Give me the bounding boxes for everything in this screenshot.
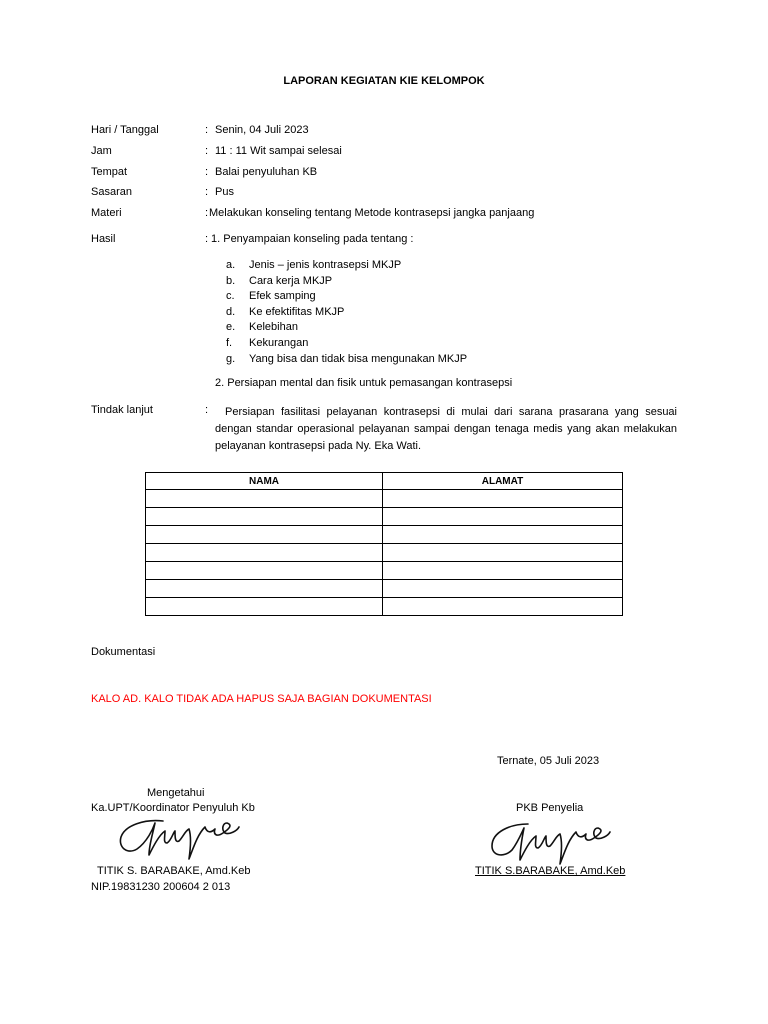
- field-colon: :: [205, 166, 209, 178]
- field-row-time: [91, 145, 691, 161]
- list-text: Jenis – jenis kontrasepsi MKJP: [249, 259, 402, 271]
- list-marker: e.: [226, 321, 236, 334]
- field-row-result: [91, 233, 691, 249]
- table-cell: [383, 526, 623, 544]
- followup-text: Persiapan fasilitasi pelayanan kontrasepsi di mulai dari sarana prasarana yang sesuai dengan standar operasional pelayanan sampai dengan tenaga medis yang akan melakukan pelayanan kontrasepsi pada Ny. Eka Wati.: [215, 406, 677, 452]
- table-cell: [146, 580, 383, 598]
- list-text: Ke efektifitas MKJP: [249, 305, 345, 318]
- column-header-address: ALAMAT: [383, 473, 623, 490]
- table-header-row: [146, 473, 623, 490]
- table-cell: [146, 598, 383, 616]
- table-cell: [146, 490, 383, 508]
- table-cell: [383, 562, 623, 580]
- field-colon: :: [205, 124, 209, 136]
- table-cell: [146, 526, 383, 544]
- field-colon: :: [205, 207, 209, 219]
- right-signer-title: PKB Penyelia: [516, 802, 584, 814]
- attendance-table: [145, 472, 623, 616]
- left-caption: Mengetahui: [147, 787, 205, 799]
- table-row: [146, 562, 623, 580]
- field-value: Senin, 04 Juli 2023: [215, 124, 309, 136]
- left-signer-title: Ka.UPT/Koordinator Penyuluh Kb: [91, 802, 255, 814]
- table-row: [146, 526, 623, 544]
- list-text: Kekurangan: [249, 336, 309, 349]
- list-text: Efek samping: [249, 290, 316, 303]
- field-value: Balai penyuluhan KB: [215, 166, 318, 178]
- field-label: Hari / Tanggal: [91, 124, 159, 136]
- field-colon: :: [205, 145, 209, 157]
- field-value: 11 : 11 Wit sampai selesai: [215, 145, 342, 157]
- field-row-place: [91, 166, 691, 182]
- table-cell: [146, 562, 383, 580]
- table-cell: [383, 508, 623, 526]
- right-signer-name: TITIK S.BARABAKE, Amd.Keb: [475, 865, 626, 877]
- column-header-name: NAMA: [146, 473, 383, 490]
- result-item-2: 2. Persiapan mental dan fisik untuk pemasangan kontrasepsi: [215, 377, 513, 389]
- list-text: Yang bisa dan tidak bisa mengunakan MKJP: [249, 352, 468, 365]
- table-row: [146, 490, 623, 508]
- table-cell: [146, 544, 383, 562]
- field-colon: :: [205, 233, 209, 245]
- table-cell: [383, 544, 623, 562]
- left-signer-name: TITIK S. BARABAKE, Amd.Keb: [97, 865, 251, 877]
- list-text: Kelebihan: [249, 321, 298, 334]
- followup-colon: :: [205, 404, 209, 416]
- field-row-date: [91, 124, 691, 140]
- table-cell: [383, 598, 623, 616]
- field-value: 1. Penyampaian konseling pada tentang :: [211, 233, 414, 245]
- table-row: [146, 508, 623, 526]
- field-value: Melakukan konseling tentang Metode kontrasepsi jangka panjaang: [209, 207, 535, 219]
- field-label: Tempat: [91, 166, 128, 178]
- field-label: Materi: [91, 207, 122, 219]
- list-text: Cara kerja MKJP: [249, 274, 333, 287]
- table-cell: [383, 580, 623, 598]
- field-value: Pus: [215, 186, 234, 198]
- place-date: Ternate, 05 Juli 2023: [497, 755, 600, 767]
- list-marker: f.: [226, 336, 233, 349]
- table-row: [146, 580, 623, 598]
- field-label: Sasaran: [91, 186, 132, 198]
- field-colon: :: [205, 186, 209, 198]
- right-signature-icon: [488, 820, 628, 870]
- table-row: [146, 598, 623, 616]
- list-marker: a.: [226, 259, 236, 271]
- table-cell: [383, 490, 623, 508]
- documentation-label: Dokumentasi: [91, 646, 156, 658]
- field-label: Hasil: [91, 233, 116, 245]
- field-row-material: [91, 207, 691, 223]
- left-signer-nip: NIP.19831230 200604 2 013: [91, 881, 231, 893]
- followup-label: Tindak lanjut: [91, 404, 153, 416]
- document-title: LAPORAN KEGIATAN KIE KELOMPOK: [283, 75, 485, 87]
- list-marker: g.: [226, 352, 236, 365]
- field-label: Jam: [91, 145, 112, 157]
- list-marker: b.: [226, 274, 236, 287]
- table-row: [146, 544, 623, 562]
- left-signature-icon: [115, 815, 255, 865]
- warning-note: KALO AD. KALO TIDAK ADA HAPUS SAJA BAGIAN DOKUMENTASI: [91, 693, 432, 705]
- table-cell: [146, 508, 383, 526]
- list-marker: d.: [226, 305, 236, 318]
- list-marker: c.: [226, 290, 235, 303]
- field-row-target: [91, 186, 691, 202]
